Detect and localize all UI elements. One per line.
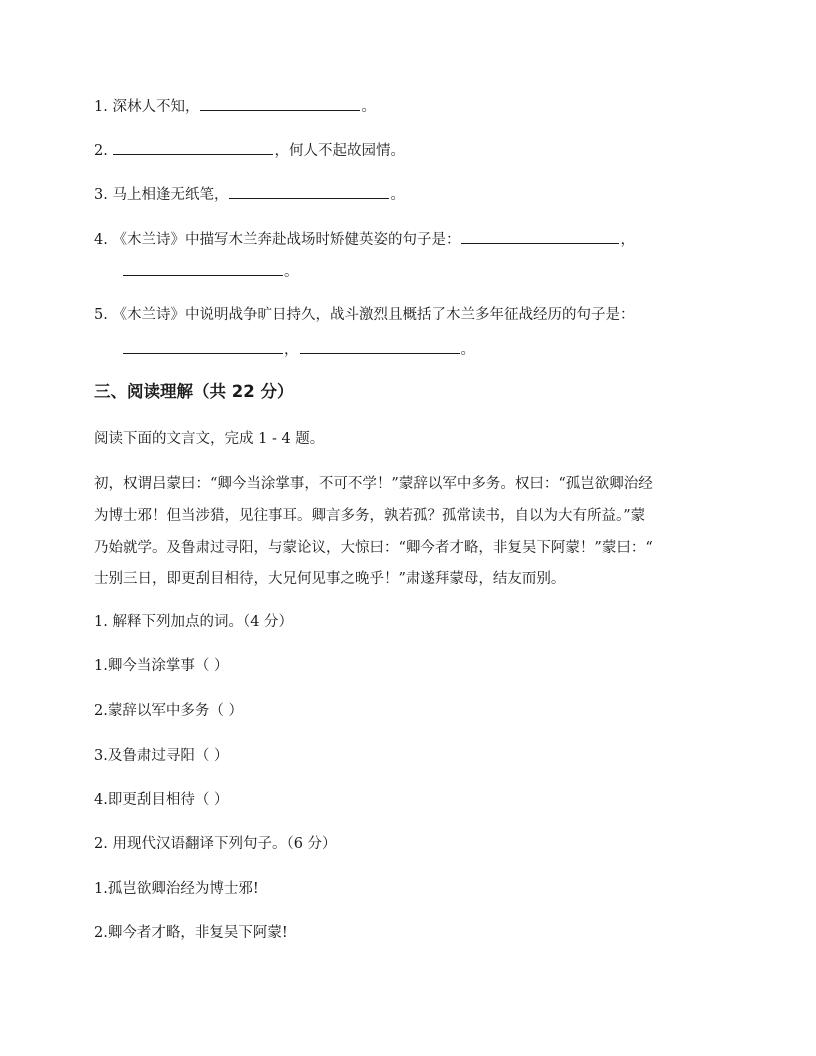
question-title: 2. 用现代汉语翻译下列句子。（6 分） [94,836,337,852]
question-text-end: 。 [284,264,299,280]
fill-question-5 [94,305,634,325]
sub-question: 1.孤岂欲卿治经为博士邪! [94,881,259,897]
question-text-end: 。 [460,342,475,358]
question-title: 1. 解释下列加点的词。（4 分） [94,614,294,630]
passage-line: 初，权谓吕蒙曰：“卿今当涂掌事，不可不学！”蒙辞以军中多务。权曰：“孤岂欲卿治经 [94,476,653,492]
question-text-end: 。 [390,187,405,203]
fill-question-1 [94,96,376,117]
section-instruction: 阅读下面的文言文，完成 1 - 4 题。 [94,431,325,447]
question-text: 深林人不知， [112,99,200,115]
fill-question-4-continued [122,261,299,282]
question-number: 2. [94,143,108,159]
sub-question: 3.及鲁肃过寻阳（ ） [94,748,229,764]
answer-blank[interactable] [113,140,273,155]
sub-question: 1.卿今当涂掌事（ ） [94,658,229,674]
answer-blank[interactable] [123,339,283,354]
passage-line: 士别三日，即更刮目相待，大兄何见事之晚乎！”肃遂拜蒙母，结友而别。 [94,571,566,587]
answer-blank[interactable] [229,184,389,199]
question-number: 5. [94,307,108,323]
question-text: 马上相逢无纸笔， [112,187,229,203]
answer-blank[interactable] [300,339,460,354]
section-heading: 三、阅读理解（共 22 分） [94,382,294,401]
fill-question-5-continued [122,339,475,360]
question-number: 1. [94,99,108,115]
question-text-end: 。 [361,99,376,115]
question-text: 《木兰诗》中描写木兰奔赴战场时矫健英姿的句子是： [112,232,461,248]
sub-question: 4.即更刮目相待（ ） [94,792,229,808]
answer-blank[interactable] [200,96,360,111]
answer-blank[interactable] [461,229,619,244]
question-number: 3. [94,187,108,203]
question-text-mid: ， [620,232,635,248]
question-text: 《木兰诗》中说明战争旷日持久，战斗激烈且概括了木兰多年征战经历的句子是： [112,307,635,323]
question-text-end: ，何人不起故园情。 [274,143,405,159]
sub-question: 2.蒙辞以军中多务（ ） [94,703,243,719]
fill-question-2 [94,140,405,161]
question-text-mid: ， [284,342,299,358]
passage-line: 乃始就学。及鲁肃过寻阳，与蒙论议，大惊曰：“卿今者才略，非复吴下阿蒙！”蒙曰：“ [94,540,653,556]
sub-question: 2.卿今者才略，非复吴下阿蒙! [94,925,288,941]
fill-question-4 [94,229,635,250]
passage-line: 为博士邪！但当涉猎，见往事耳。卿言多务，孰若孤？孤常读书，自以为大有所益。”蒙 [94,508,646,524]
fill-question-3 [94,184,405,205]
question-number: 4. [94,232,108,248]
answer-blank[interactable] [123,261,283,276]
